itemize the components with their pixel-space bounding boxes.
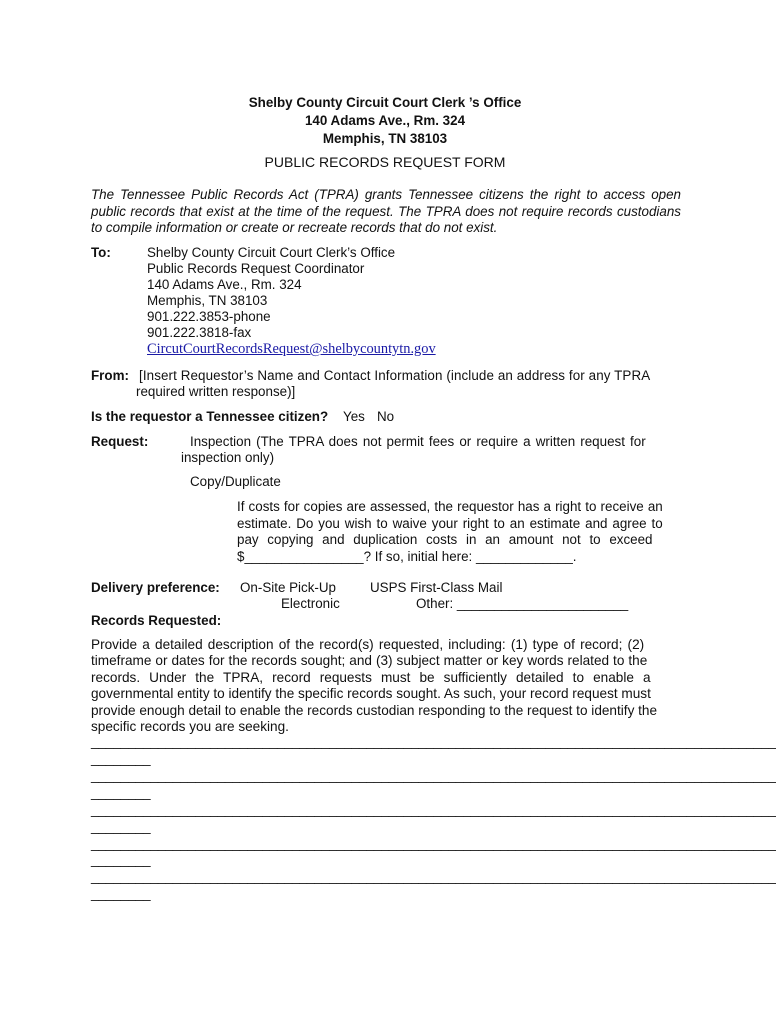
estimate-line: If costs for copies are assessed, the requestor has a right to receive an bbox=[237, 499, 663, 514]
estimate-line: estimate. Do you wish to waive your right to an estimate and agree to bbox=[237, 515, 663, 531]
description-line: timeframe or dates for the records sought; and (3) subject matter or key words related to the bbox=[91, 653, 648, 669]
answer-line-short[interactable]: ________ bbox=[91, 852, 151, 867]
delivery-label: Delivery preference: bbox=[91, 580, 220, 595]
answer-line-short[interactable]: ________ bbox=[91, 751, 151, 766]
request-label: Request: bbox=[91, 434, 149, 449]
records-requested-label: Records Requested: bbox=[91, 613, 222, 628]
description-line: records. Under the TPRA, record requests must be sufficiently detailed to enable a bbox=[91, 669, 651, 685]
description-line: provide enough detail to enable the records custodian responding to the request to identify the bbox=[91, 702, 658, 718]
to-address-block bbox=[147, 245, 436, 357]
to-line: Memphis, TN 38103 bbox=[147, 293, 268, 308]
answer-line-short[interactable]: ________ bbox=[91, 886, 151, 901]
electronic-option[interactable]: Electronic bbox=[281, 596, 340, 611]
description-line: governmental entity to identify the specific records sought. As such, your record request must bbox=[91, 686, 651, 702]
answer-line-short[interactable]: ________ bbox=[91, 785, 151, 800]
estimate-line: $________________? If so, initial here: _____________. bbox=[237, 548, 577, 564]
inspection-option[interactable]: Inspection (The TPRA does not permit fees or require a written request for bbox=[190, 434, 646, 449]
office-city: Memphis, TN 38103 bbox=[322, 131, 448, 146]
answer-line[interactable]: ____________________________________________________________________________________________ bbox=[91, 802, 776, 817]
answer-line[interactable]: ____________________________________________________________________________________________ bbox=[91, 768, 776, 783]
description-line: Provide a detailed description of the record(s) requested, including: (1) type of record; (2) bbox=[91, 637, 645, 652]
form-title: PUBLIC RECORDS REQUEST FORM bbox=[264, 154, 506, 170]
description-line: specific records you are seeking. bbox=[91, 719, 289, 735]
citizen-yes-option[interactable]: Yes bbox=[343, 409, 365, 424]
citizen-no-option[interactable]: No bbox=[377, 409, 395, 424]
to-line: Public Records Request Coordinator bbox=[147, 261, 365, 276]
intro-paragraph: The Tennessee Public Records Act (TPRA) grants Tennessee citizens the right to access open public records that exist at the time of the request. The TPRA does not require records custodians to compile information or create or recreate records that do not exist. bbox=[91, 187, 681, 235]
to-label: To: bbox=[91, 245, 111, 260]
office-street: 140 Adams Ave., Rm. 324 bbox=[304, 113, 466, 128]
copy-duplicate-option[interactable]: Copy/Duplicate bbox=[190, 474, 281, 489]
other-option[interactable]: Other: _______________________ bbox=[416, 596, 629, 611]
from-line-2: required written response)] bbox=[136, 384, 296, 399]
onsite-pickup-option[interactable]: On-Site Pick-Up bbox=[240, 580, 336, 595]
to-line: 901.222.3818-fax bbox=[147, 325, 252, 340]
usps-option[interactable]: USPS First-Class Mail bbox=[370, 580, 503, 595]
to-line: 140 Adams Ave., Rm. 324 bbox=[147, 277, 302, 292]
office-name: Shelby County Circuit Court Clerk ’s Office bbox=[248, 95, 522, 110]
email-link[interactable]: CircutCourtRecordsRequest@shelbycountytn.gov bbox=[147, 341, 436, 357]
from-line-1: [Insert Requestor’s Name and Contact Information (include an address for any TPRA bbox=[139, 368, 651, 383]
inspection-option-cont: inspection only) bbox=[181, 450, 275, 465]
estimate-paragraph bbox=[237, 499, 680, 565]
from-label: From: bbox=[91, 368, 129, 383]
citizen-question: Is the requestor a Tennessee citizen? bbox=[91, 409, 329, 424]
answer-line[interactable]: ____________________________________________________________________________________________ bbox=[91, 734, 776, 749]
to-line: Shelby County Circuit Court Clerk’s Office bbox=[147, 245, 396, 260]
estimate-line: pay copying and duplication costs in an amount not to exceed bbox=[237, 532, 653, 547]
answer-line-short[interactable]: ________ bbox=[91, 819, 151, 834]
records-description bbox=[91, 637, 681, 735]
answer-line[interactable]: ____________________________________________________________________________________________ bbox=[91, 869, 776, 884]
to-line: 901.222.3853-phone bbox=[147, 309, 271, 324]
answer-line[interactable]: ____________________________________________________________________________________________ bbox=[91, 836, 776, 851]
